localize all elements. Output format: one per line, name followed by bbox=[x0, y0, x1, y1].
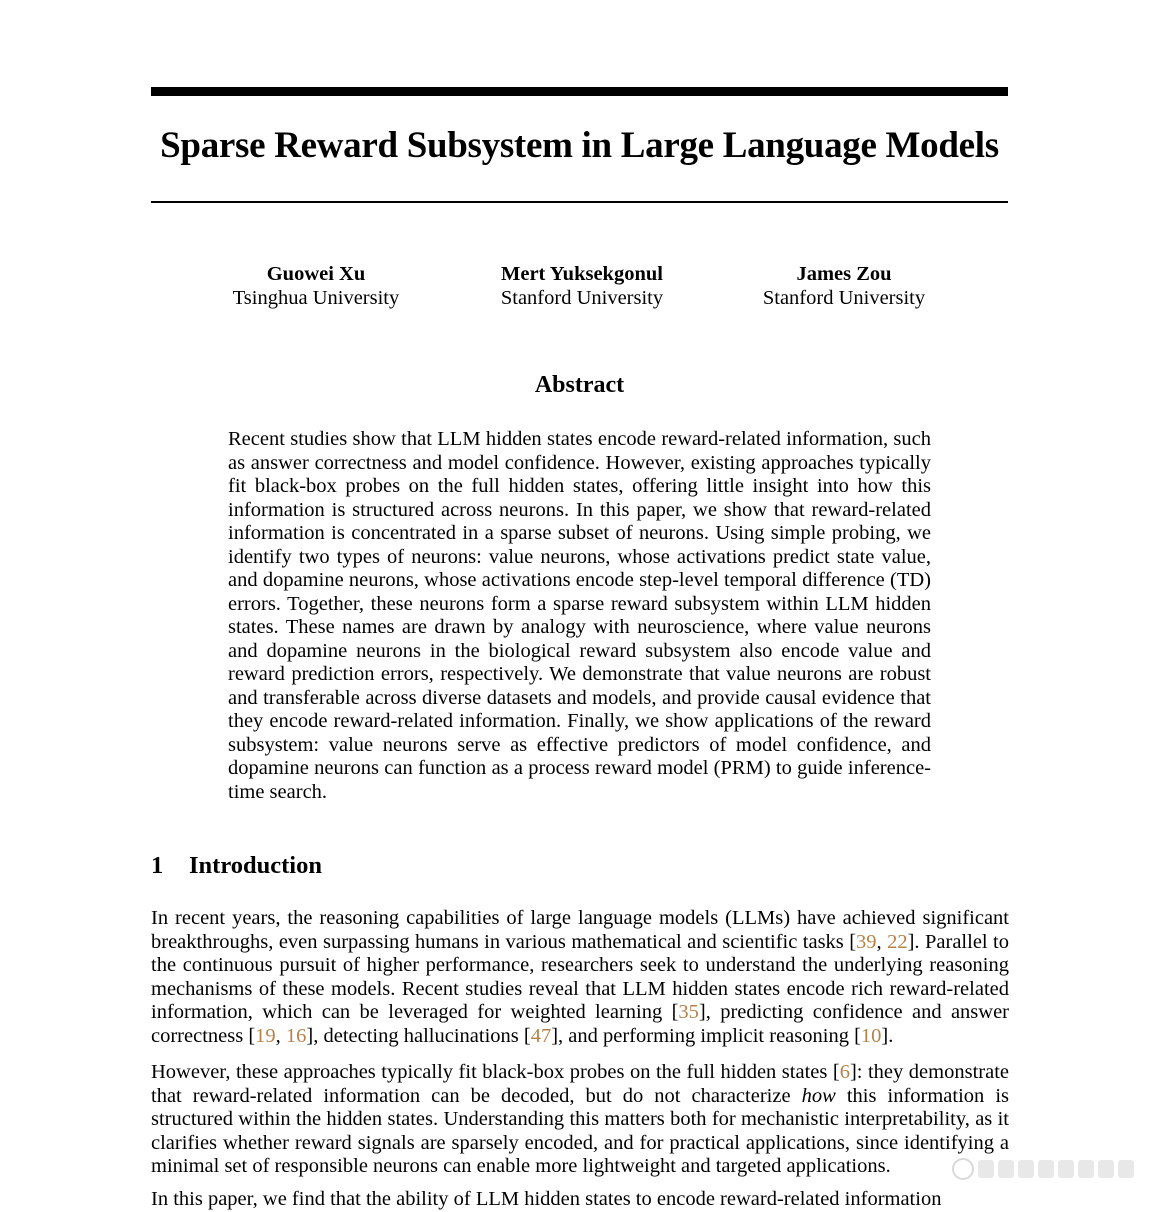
paragraph-text: , bbox=[275, 1024, 286, 1047]
author-name: James Zou bbox=[796, 263, 892, 285]
section-title: Introduction bbox=[189, 852, 322, 879]
paragraph-text: In recent years, the reasoning capabilities of large language models (LLMs) have achieved significant breakthroughs, even surpassing humans in various mathematical and scientific tasks [ bbox=[151, 907, 1009, 953]
watermark-glyph bbox=[978, 1160, 994, 1178]
watermark-glyph bbox=[998, 1160, 1014, 1178]
paper-title: Sparse Reward Subsystem in Large Language Models bbox=[160, 125, 999, 166]
citation-link[interactable]: 47 bbox=[530, 1024, 552, 1047]
paragraph-text: , bbox=[876, 930, 888, 953]
watermark-glyph bbox=[1058, 1160, 1074, 1178]
title-bottom-rule bbox=[151, 201, 1008, 203]
citation-link[interactable]: 10 bbox=[860, 1024, 882, 1047]
watermark-glyph bbox=[1018, 1160, 1034, 1178]
author-affiliation: Stanford University bbox=[762, 287, 926, 309]
author-name: Mert Yuksekgonul bbox=[501, 263, 663, 285]
abstract-heading: Abstract bbox=[534, 372, 625, 398]
citation-link[interactable]: 19 bbox=[255, 1024, 276, 1047]
paragraph-text: ]. bbox=[881, 1024, 894, 1047]
author-block bbox=[462, 262, 702, 310]
section-number: 1 bbox=[151, 852, 164, 879]
abstract-text: Recent studies show that LLM hidden states encode reward-related information, such as answer correctness and model confidence. However, existing approaches typically fit black-box probes on the full hidden states, offering little insight into how this information is structured across neurons. In this paper, we show that reward-related information is concentrated in a sparse subset of neurons. Using simple probing, we identify two types of neurons: value neurons, whose activations predict state value, and dopamine neurons, whose activations encode step-level temporal difference (TD) errors. Together, these neurons form a sparse reward subsystem within LLM hidden states. These names are drawn by analogy with neuroscience, where value neurons and dopamine neurons in the biological reward subsystem also encode value and reward prediction errors, respectively. We demonstrate that value neurons are robust and transferable across diverse datasets and models, and provide causal evidence that they encode reward-related information. Finally, we show applications of the reward subsystem: value neurons serve as effective predictors of model confidence, and dopamine neurons can function as a process reward model (PRM) to guide inference-time search. bbox=[228, 428, 931, 803]
paragraph-text: ], and performing implicit reasoning [ bbox=[551, 1024, 861, 1047]
citation-link[interactable]: 22 bbox=[887, 930, 908, 953]
citation-link[interactable]: 35 bbox=[678, 1001, 699, 1023]
author-affiliation: Tsinghua University bbox=[232, 287, 400, 309]
section-heading bbox=[151, 852, 322, 880]
intro-paragraph-3: In this paper, we find that the ability of LLM hidden states to encode reward-related information bbox=[151, 1188, 942, 1210]
paragraph-text: ]: they demonstrate that reward-related information can be decoded, but do not characterize bbox=[151, 1061, 1009, 1107]
emphasis-text: how bbox=[801, 1084, 836, 1107]
title-top-rule bbox=[151, 87, 1008, 96]
watermark-glyph bbox=[1098, 1160, 1114, 1178]
watermark-glyph bbox=[1078, 1160, 1094, 1178]
watermark-glyph bbox=[1038, 1160, 1054, 1178]
paragraph-text: ], predicting confidence and answer correctness [ bbox=[151, 1001, 1010, 1047]
paragraph-text: However, these approaches typically fit black-box probes on the full hidden states [ bbox=[151, 1061, 840, 1083]
paragraph-text: this information is structured within the hidden states. Understanding this matters both for mechanistic interpretability, as it clarifies whether reward signals are sparsely encoded, and for practical applications, since identifying a minimal set of responsible neurons can enable more lightweight and targeted applications. bbox=[151, 1084, 1009, 1177]
paragraph-text: ], detecting hallucinations [ bbox=[306, 1024, 531, 1047]
citation-link[interactable]: 6 bbox=[839, 1061, 850, 1083]
watermark-glyph bbox=[1118, 1160, 1134, 1178]
citation-link[interactable]: 16 bbox=[285, 1024, 307, 1047]
intro-paragraph-1 bbox=[151, 907, 1009, 1048]
author-affiliation: Stanford University bbox=[500, 287, 664, 309]
paragraph-text: ]. Parallel to the continuous pursuit of higher performance, researchers seek to understand the underlying reasoning mechanisms of these models. Recent studies reveal that LLM hidden states encode rich reward-related information, which can be leveraged for weighted learning [ bbox=[151, 930, 1009, 1023]
author-name: Guowei Xu bbox=[266, 263, 366, 285]
watermark-logo-icon bbox=[952, 1158, 974, 1180]
author-block bbox=[724, 262, 964, 310]
watermark bbox=[952, 1156, 1147, 1182]
citation-link[interactable]: 39 bbox=[856, 930, 877, 953]
intro-paragraph-2 bbox=[151, 1061, 1009, 1179]
author-block bbox=[196, 262, 436, 310]
